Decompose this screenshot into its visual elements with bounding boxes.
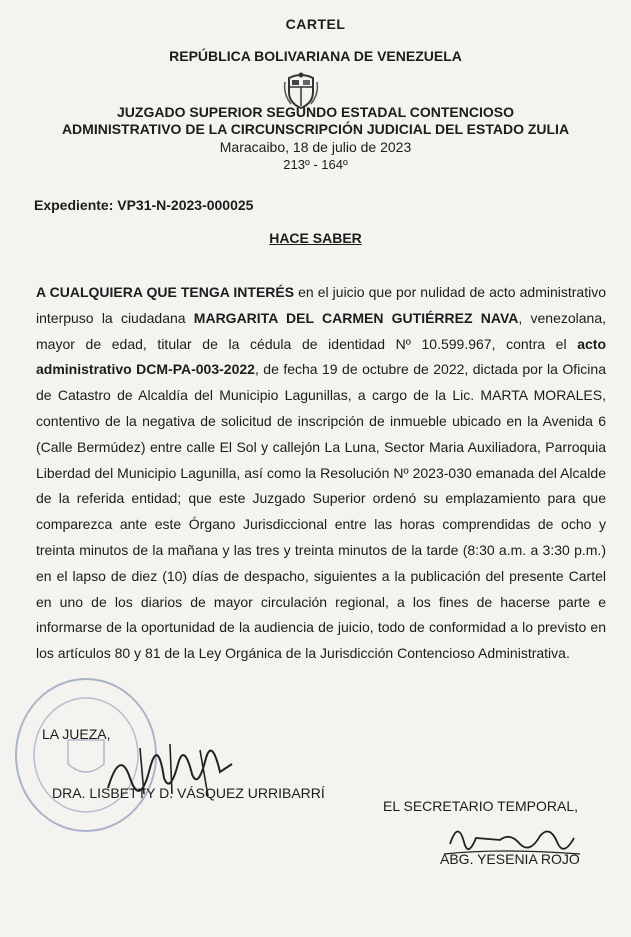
document-type-title: CARTEL <box>285 16 346 32</box>
republic-heading: REPÚBLICA BOLIVARIANA DE VENEZUELA <box>169 48 462 64</box>
body-plaintiff-name: MARGARITA DEL CARMEN GUTIÉRREZ NAVA <box>193 309 519 326</box>
notice-body <box>36 280 606 667</box>
notice-heading: HACE SABER <box>269 230 362 246</box>
body-text-3: , de fecha 19 de octubre de 2022, dictada por la Oficina de Catastro de Alcaldía del Municipio Lagunillas, a cargo de la Lic. MARTA MORALES, contentivo de la negativa de solicitud de inscripción de inmueble ubicado en la Avenida 6 (Calle Bermúdez) entre calle El Sol y callejón La Luna, Sector Maria Auxiliadora, Parroquia Liberdad del Municipio Lagunilla, así como la Resolución Nº 2023-030 emanada del Alcalde de la referida entidad; que este Juzgado Superior ordenó su emplazamiento para que comparezca ante este Órgano Jurisdiccional entre las horas comprendidas de ocho y treinta minutos de la mañana y las tres y treinta minutos de la tarde (8:30 a.m. a 3:30 p.m.) en el lapso de diez (10) días de despacho, siguientes a la publicación del presente Cartel en uno de los diarios de mayor circulación regional, a los fines de hacerse parte e informarse de la oportunidad de la audiencia de juicio, todo de conformidad a lo previsto en los artículos 80 y 81 de la Ley Orgánica de la Jurisdicción Contencioso Administrativa. <box>36 361 606 662</box>
court-heading-line2: ADMINISTRATIVO DE LA CIRCUNSCRIPCIÓN JUDICIAL DEL ESTADO ZULIA <box>61 121 570 137</box>
body-text-2: , venezolana, mayor de edad, titular de la cédula de identidad Nº 10.599.967, contra el <box>36 309 606 352</box>
year-numbers: 213º - 164º <box>283 157 348 172</box>
place-date: Maracaibo, 18 de julio de 2023 <box>219 139 412 155</box>
body-addressee: A CUALQUIERA QUE TENGA INTERÉS <box>36 284 295 300</box>
case-number: Expediente: VP31-N-2023-000025 <box>34 197 254 213</box>
secretary-name: ABG. YESENIA ROJO <box>440 851 580 867</box>
judge-label: LA JUEZA, <box>42 726 111 742</box>
judge-name: DRA. LISBETTY D. VÁSQUEZ URRIBARRÍ <box>52 785 325 801</box>
court-heading-line1: JUZGADO SUPERIOR SEGUNDO ESTADAL CONTENCIOSO <box>117 104 514 120</box>
body-act-number: acto administrativo DCM-PA-003-2022 <box>36 335 606 378</box>
body-text-1: en el juicio que por nulidad de acto administrativo interpuso la ciudadana <box>36 284 606 326</box>
secretary-label: EL SECRETARIO TEMPORAL, <box>383 798 579 814</box>
